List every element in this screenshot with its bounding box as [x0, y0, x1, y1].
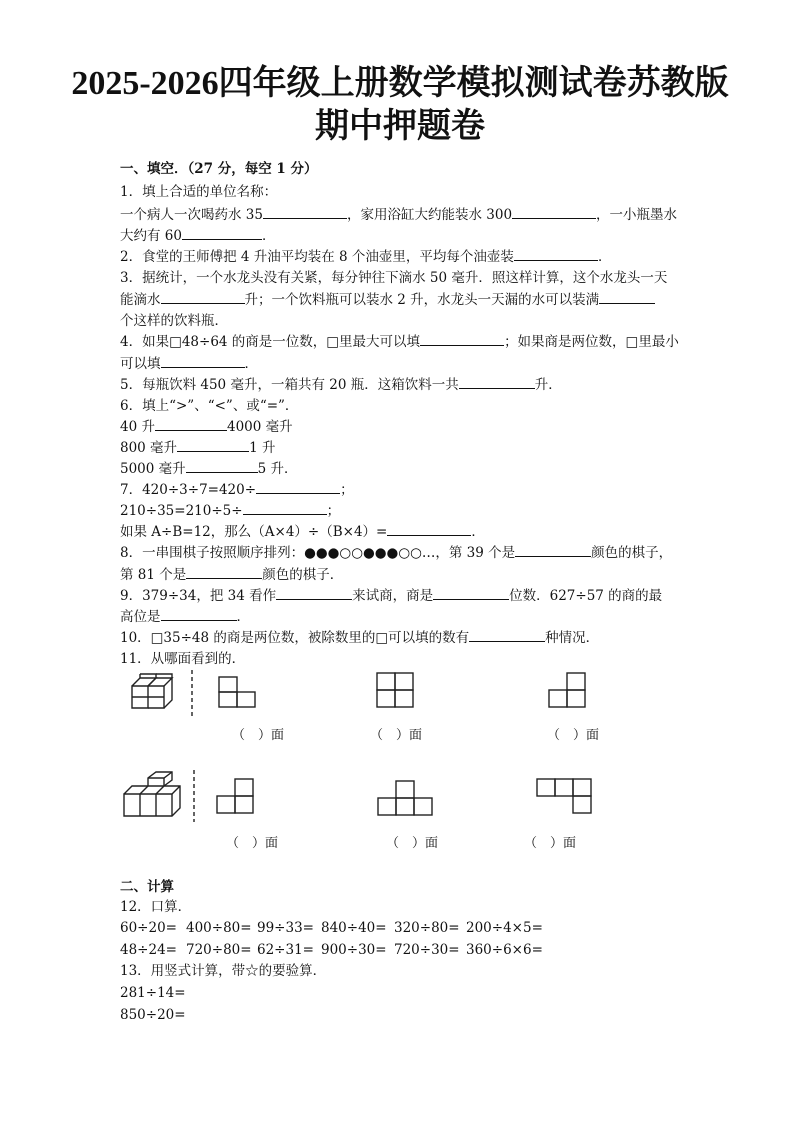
q4-line1: 4．如果□48÷64 的商是一位数，□里最大可以填 ；如果商是两位数，□里最小	[120, 334, 679, 350]
calc-r1-3: 99÷33=	[257, 920, 314, 936]
q13-item-2: 850÷20=	[120, 1007, 186, 1023]
face-label-2c: （ ）面	[524, 836, 577, 851]
face-label-2b: （ ）面	[386, 836, 439, 851]
q1-line2: 一个病人一次喝药水 35 ，家用浴缸大约能装水 300 ，一小瓶墨水	[120, 207, 678, 223]
calc-r2-3: 62÷31=	[257, 942, 314, 958]
calc-r1-4: 840÷40=	[321, 920, 387, 936]
view-shape-1b	[376, 672, 416, 708]
q10-line: 10．□35÷48 的商是两位数，被除数里的□可以填的数有 种情况．	[120, 630, 600, 646]
cube-stack-2-figure	[122, 772, 192, 818]
face-label-1c: （ ）面	[547, 728, 600, 743]
q11-line: 11．从哪面看到的．	[120, 651, 246, 667]
view-shape-2c	[536, 778, 596, 816]
q6-row2: 800 毫升 1 升	[120, 440, 276, 456]
calc-r2-6: 360÷6×6=	[466, 942, 543, 958]
q6-row1: 40 升 4000 毫升	[120, 419, 293, 435]
calc-r2-1: 48÷24=	[120, 942, 177, 958]
q6-row3: 5000 毫升 5 升．	[120, 461, 298, 477]
view-shape-1c	[548, 672, 588, 708]
dashed-divider-1	[190, 670, 194, 718]
q3-line2: 能滴水 升；一个饮料瓶可以装水 2 升，水龙头一天漏的水可以装满	[120, 291, 655, 309]
cube-stack-1-figure	[130, 672, 190, 712]
section2-heading: 二、计算	[120, 879, 174, 895]
face-label-2a: （ ）面	[226, 836, 279, 851]
q3-line3: 个这样的饮料瓶．	[120, 313, 228, 329]
q8-line2: 第 81 个是 颜色的棋子．	[120, 567, 344, 583]
q1-line3: 大约有 60 ．	[120, 228, 276, 244]
q9-line2: 高位是 ．	[120, 609, 250, 625]
q2-line: 2．食堂的王师傅把 4 升油平均装在 8 个油壶里，平均每个油壶装 ．	[120, 249, 612, 265]
q12-title: 12．口算．	[120, 899, 192, 915]
view-shape-1a	[218, 676, 258, 708]
q9-line1: 9．379÷34，把 34 看作 来试商，商是 位数．627÷57 的商的最	[120, 588, 663, 604]
q7-line3: 如果 A÷B=12，那么（A×4）÷（B×4）= ．	[120, 524, 485, 540]
calc-r1-1: 60÷20=	[120, 920, 177, 936]
section1-heading: 一、填空．（27 分，每空 1 分）	[120, 161, 318, 177]
paper-title-line1: 2025-2026四年级上册数学模拟测试卷苏教版	[71, 65, 729, 102]
q7-line2: 210÷35=210÷5÷ ；	[120, 503, 341, 519]
calc-r2-5: 720÷30=	[394, 942, 460, 958]
q13-title: 13．用竖式计算，带☆的要验算．	[120, 963, 327, 979]
calc-r1-2: 400÷80=	[186, 920, 252, 936]
view-shape-2a	[216, 778, 256, 814]
paper-title-line2: 期中押题卷	[315, 108, 485, 145]
calc-r2-2: 720÷80=	[186, 942, 252, 958]
q4-line2: 可以填 ．	[120, 356, 258, 372]
q13-item-1: 281÷14=	[120, 985, 186, 1001]
dashed-divider-2	[192, 770, 196, 822]
view-shape-2b	[376, 780, 436, 816]
calc-r2-4: 900÷30=	[321, 942, 387, 958]
q8-line1: 8．一串围棋子按照顺序排列：●●●○○●●●○○…，第 39 个是 颜色的棋子，	[120, 545, 673, 561]
q6-line: 6．填上“>”、“<”、或“=”．	[120, 398, 299, 414]
calc-r1-6: 200÷4×5=	[466, 920, 543, 936]
q3-line1: 3．据统计，一个水龙头没有关紧，每分钟往下滴水 50 毫升．照这样计算，这个水龙头一天	[120, 270, 668, 286]
calc-r1-5: 320÷80=	[394, 920, 460, 936]
q7-line1: 7．420÷3÷7=420÷ ；	[120, 482, 354, 498]
q1-line1: 1．填上合适的单位名称：	[120, 184, 278, 200]
face-label-1b: （ ）面	[370, 728, 423, 743]
q5-line: 5．每瓶饮料 450 毫升，一箱共有 20 瓶．这箱饮料一共 升．	[120, 377, 562, 393]
face-label-1a: （ ）面	[232, 728, 285, 743]
